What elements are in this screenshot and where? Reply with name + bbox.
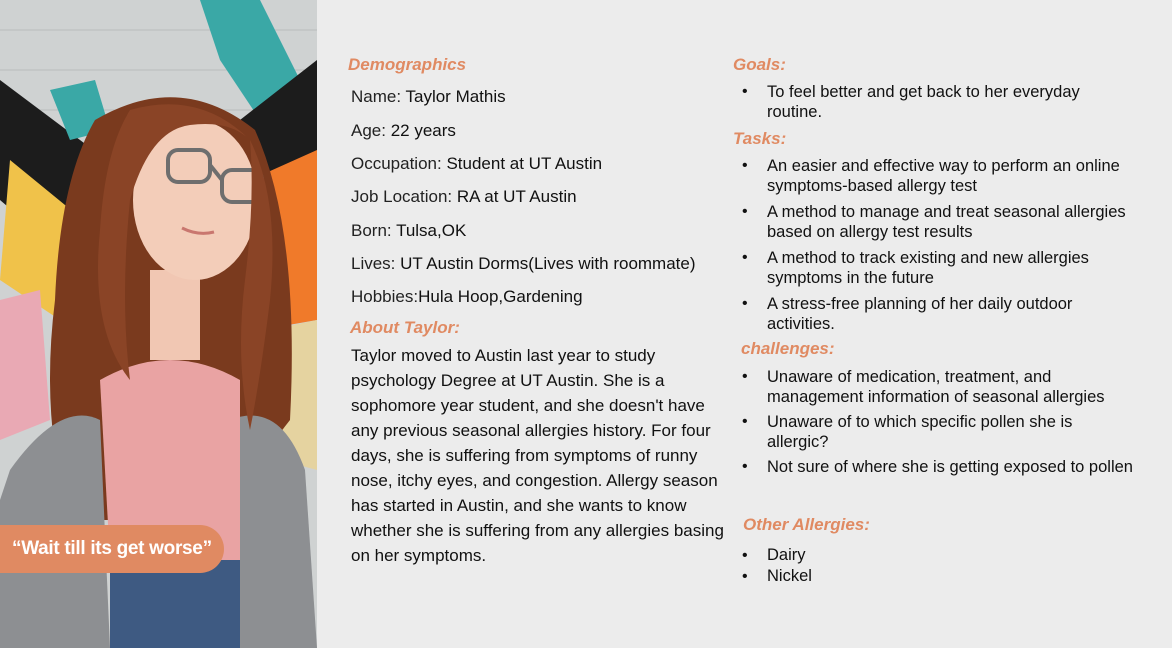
field-name	[351, 87, 506, 107]
persona-quote: “Wait till its get worse”	[0, 525, 224, 573]
demographics-heading: Demographics	[348, 55, 467, 74]
field-lives-value: UT Austin Dorms(Lives with roommate)	[400, 254, 696, 273]
field-name-value: Taylor Mathis	[405, 87, 506, 106]
field-age-label: Age:	[351, 121, 391, 140]
field-job-location-label: Job Location:	[351, 187, 457, 206]
about-text: Taylor moved to Austin last year to study psychology Degree at UT Austin. She is a sophomore year student, and she doesn't have any previous seasonal allergies history. For four days, she is suffering from symptoms of runny nose, itchy eyes, and congestion. Allergy season has started in Austin, and she wants to know whether she is suffering from any allergies basing on her symptoms.	[351, 346, 724, 565]
field-name-label: Name:	[351, 87, 406, 106]
field-lives	[351, 254, 696, 274]
field-hobbies	[351, 287, 583, 307]
field-hobbies-value: Hula Hoop,Gardening	[418, 287, 583, 306]
field-job-location-value: RA at UT Austin	[456, 187, 577, 206]
list-item: • Dairy	[733, 545, 1033, 566]
list-item: • A method to track existing and new allergies symptoms in the future	[733, 248, 1128, 288]
tasks-heading: Tasks:	[733, 129, 787, 148]
list-item: • Unaware of to which specific pollen she is allergic?	[733, 412, 1138, 452]
field-occupation-value: Student at UT Austin	[446, 154, 603, 173]
challenges-heading: challenges:	[741, 339, 835, 358]
field-occupation-label: Occupation:	[351, 154, 447, 173]
list-item: • Not sure of where she is getting exposed to pollen	[733, 457, 1138, 477]
other-allergies-list	[733, 545, 1033, 587]
field-age-value: 22 years	[390, 121, 456, 140]
list-item: • Nickel	[733, 566, 1033, 587]
goals-heading: Goals:	[733, 55, 786, 74]
field-occupation	[351, 154, 602, 174]
list-item: • A method to manage and treat seasonal allergies based on allergy test results	[733, 202, 1128, 242]
about-heading: About Taylor:	[350, 318, 460, 337]
list-item: • An easier and effective way to perform an online symptoms-based allergy test	[733, 156, 1128, 196]
challenges-list	[733, 367, 1138, 477]
field-job-location	[351, 187, 577, 207]
goals-list	[733, 82, 1123, 122]
field-born	[351, 221, 466, 241]
other-allergies-heading: Other Allergies:	[743, 515, 870, 534]
field-born-value: Tulsa,OK	[396, 221, 467, 240]
field-age	[351, 121, 456, 141]
list-item: • Unaware of medication, treatment, and management information of seasonal allergies	[733, 367, 1138, 407]
field-hobbies-label: Hobbies:	[351, 287, 419, 306]
list-item: • A stress-free planning of her daily outdoor activities.	[733, 294, 1128, 334]
field-born-label: Born:	[351, 221, 397, 240]
list-item: • To feel better and get back to her everyday routine.	[733, 82, 1123, 122]
field-lives-label: Lives:	[351, 254, 401, 273]
tasks-list	[733, 156, 1128, 334]
